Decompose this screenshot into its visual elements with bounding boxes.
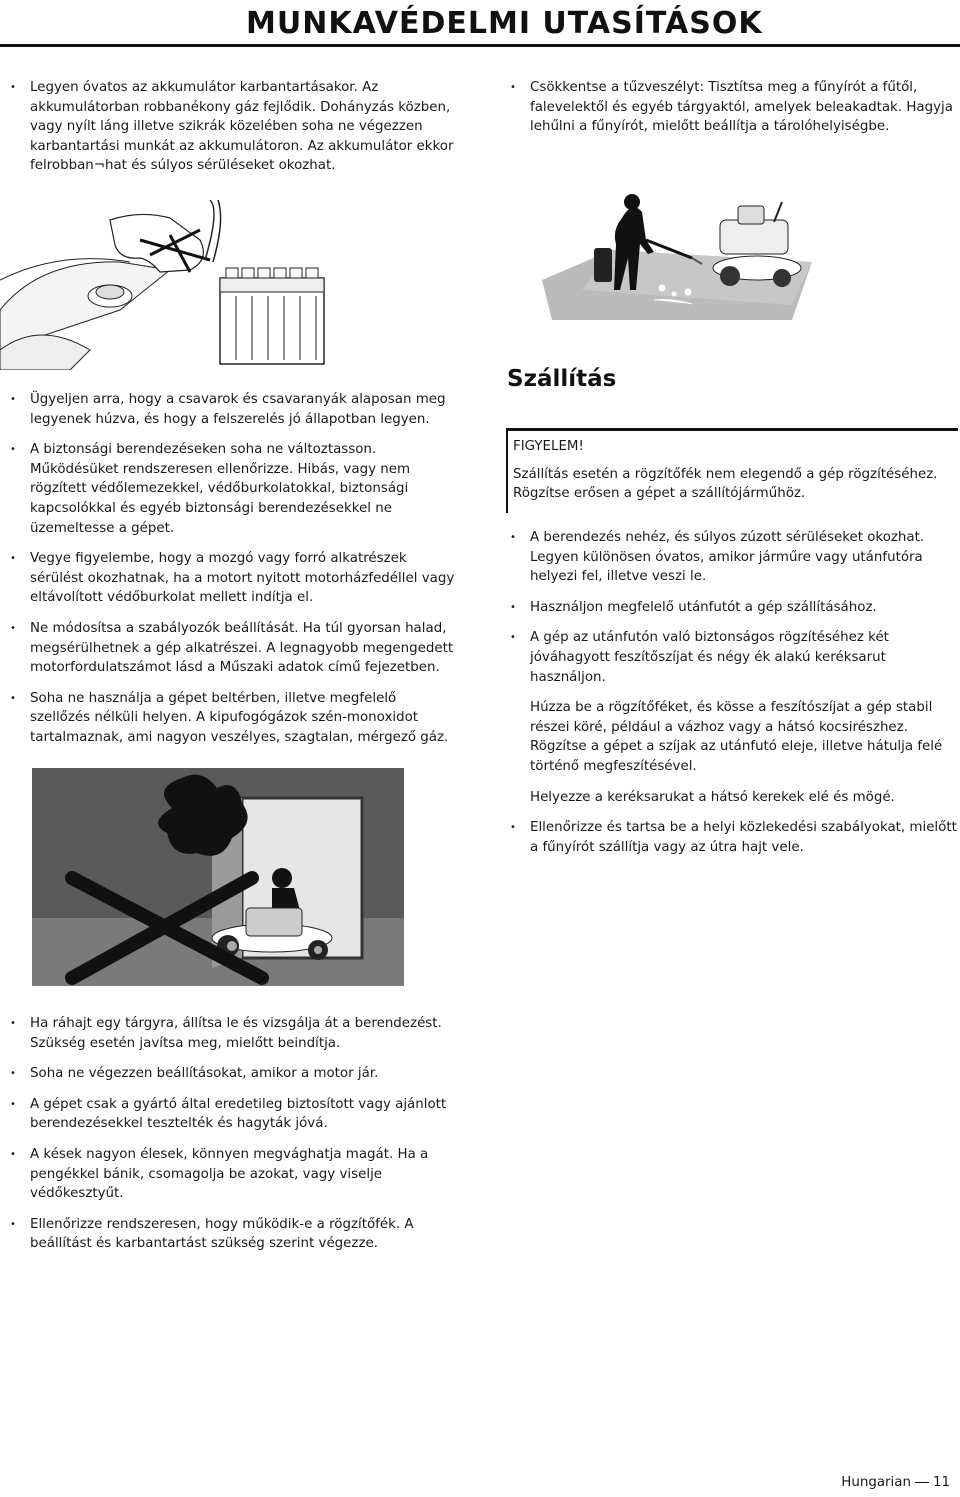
col1-mid [6,390,458,759]
indoor-exhaust-warning-illustration [32,768,404,986]
transport-list-wrap [506,528,958,868]
title-rule [0,44,960,47]
bullet-list [6,390,458,748]
list-item: • Legyen óvatos az akkumulátor karbantartásakor. Az akkumulátorban robbanékony gáz fejlődik. Dohányzás közben, vagy nyílt láng illetve szikrák közelében soha ne végezzen karbantartási munkát az akkumulátoron. Az akkumulátor ekkor felrobban¬hat és súlyos sérüléseket okozhat. [6,78,458,176]
list-item: • A berendezés nehéz, és súlyos zúzott sérüléseket okozhat. Legyen különösen óvatos, amikor járműre vagy utánfutóra helyezi fel, illetve veszi le. [506,528,958,587]
list-item: • Ha ráhajt egy tárgyra, állítsa le és vizsgálja át a berendezést. Szükség esetén javítsa meg, mielőtt beindítja. [6,1014,458,1053]
warning-label: FIGYELEM! [513,439,584,454]
page-footer [841,1475,950,1490]
list-item: • Használjon megfelelő utánfutót a gép szállításához. [506,598,958,618]
bullet-list [506,528,958,857]
list-item: • A gépet csak a gyártó által eredetileg biztosított vagy ajánlott berendezésekkel tesztelték és hagyták jóvá. [6,1095,458,1134]
section-title: Szállítás [507,366,617,392]
list-item: • A biztonsági berendezéseken soha ne változtasson. Működésüket rendszeresen ellenőrizze. Hibás, vagy nem rögzített védőlemezekkel, védőburkolatokkal, biztonsági kapcsolókkal és egyéb biztonsági berendezésekkel ne üzemeltesse a gépet. [6,440,458,538]
list-item: • A kések nagyon élesek, könnyen megvághatja magát. Ha a pengékkel bánik, csomagolja be azokat, vagy viselje védőkesztyűt. [6,1145,458,1204]
col1-top [6,78,458,187]
warning-text: Szállítás esetén a rögzítőfék nem elegendő a gép rögzítéséhez. Rögzítse erősen a gépet a szállítójárműhöz. [513,466,938,502]
list-item: • Ellenőrizze rendszeresen, hogy működik-e a rögzítőfék. A beállítást és karbantartást szükség szerint végezze. [6,1215,458,1254]
list-subparagraph: Húzza be a rögzítőféket, és kösse a feszítószíjat a gép stabil részei köré, például a vázhoz vagy a hátsó kocsirészhez. Rögzítse a gépet a szíjak az utánfutó eleje, illetve hátulja felé történő megfeszítésével. [530,700,943,774]
col2-top [506,78,958,148]
col1-bottom [6,1014,458,1265]
bullet-list [506,78,958,137]
list-item: • Ügyeljen arra, hogy a csavarok és csavaranyák alaposan meg legyenek húzva, és hogy a felszerelés jó állapotban legyen. [6,390,458,429]
list-item: • Ne módosítsa a szabályozók beállítását. Ha túl gyorsan halad, megsérülhetnek a gép alkatrészei. A legnagyobb megengedett motorfordulatszámot lásd a Műszaki adatok című fejezetben. [6,619,458,678]
list-item: • Soha ne végezzen beállításokat, amikor a motor jár. [6,1064,458,1084]
washing-mower-illustration [542,180,812,320]
list-item: • Ellenőrizze és tartsa be a helyi közlekedési szabályokat, mielőtt a fűnyírót szállítja vagy az útra hajt vele. [506,818,958,857]
footer-language: Hungarian [841,1475,911,1490]
bullet-list [6,78,458,176]
battery-illustration [0,200,340,370]
list-item: • Vegye figyelembe, hogy a mozgó vagy forró alkatrészek sérülést okozhatnak, ha a motort nyitott motorházfedéllel vagy eltávolított védőburkolat mellett indítja el. [6,549,458,608]
list-item: • Soha ne használja a gépet beltérben, illetve megfelelő szellőzés nélküli helyen. A kipufogógázok szén-monoxidot tartalmaznak, ami nagyon veszélyes, szagtalan, mérgező gáz. [6,689,458,748]
list-subparagraph: Helyezze a keréksarukat a hátsó kerekek elé és mögé. [530,789,895,805]
page-title: MUNKAVÉDELMI UTASÍTÁSOK [246,6,763,41]
footer-separator [915,1482,929,1483]
list-item: • Csökkentse a tűzveszélyt: Tisztítsa meg a fűnyírót a fűtől, falevelektől és egyéb tárgyaktól, amelyek beleakadtak. Hagyja lehűlni a fűnyírót, mielőtt beállítja a tárolóhelyiségbe. [506,78,958,137]
page-number: 11 [932,1475,950,1490]
bullet-list [6,1014,458,1254]
list-item: • A gép az utánfutón való biztonságos rögzítéséhez két jóváhagyott feszítőszíjat és négy ék alakú keréksarut használjon. [506,628,958,687]
warning-box [506,428,958,513]
